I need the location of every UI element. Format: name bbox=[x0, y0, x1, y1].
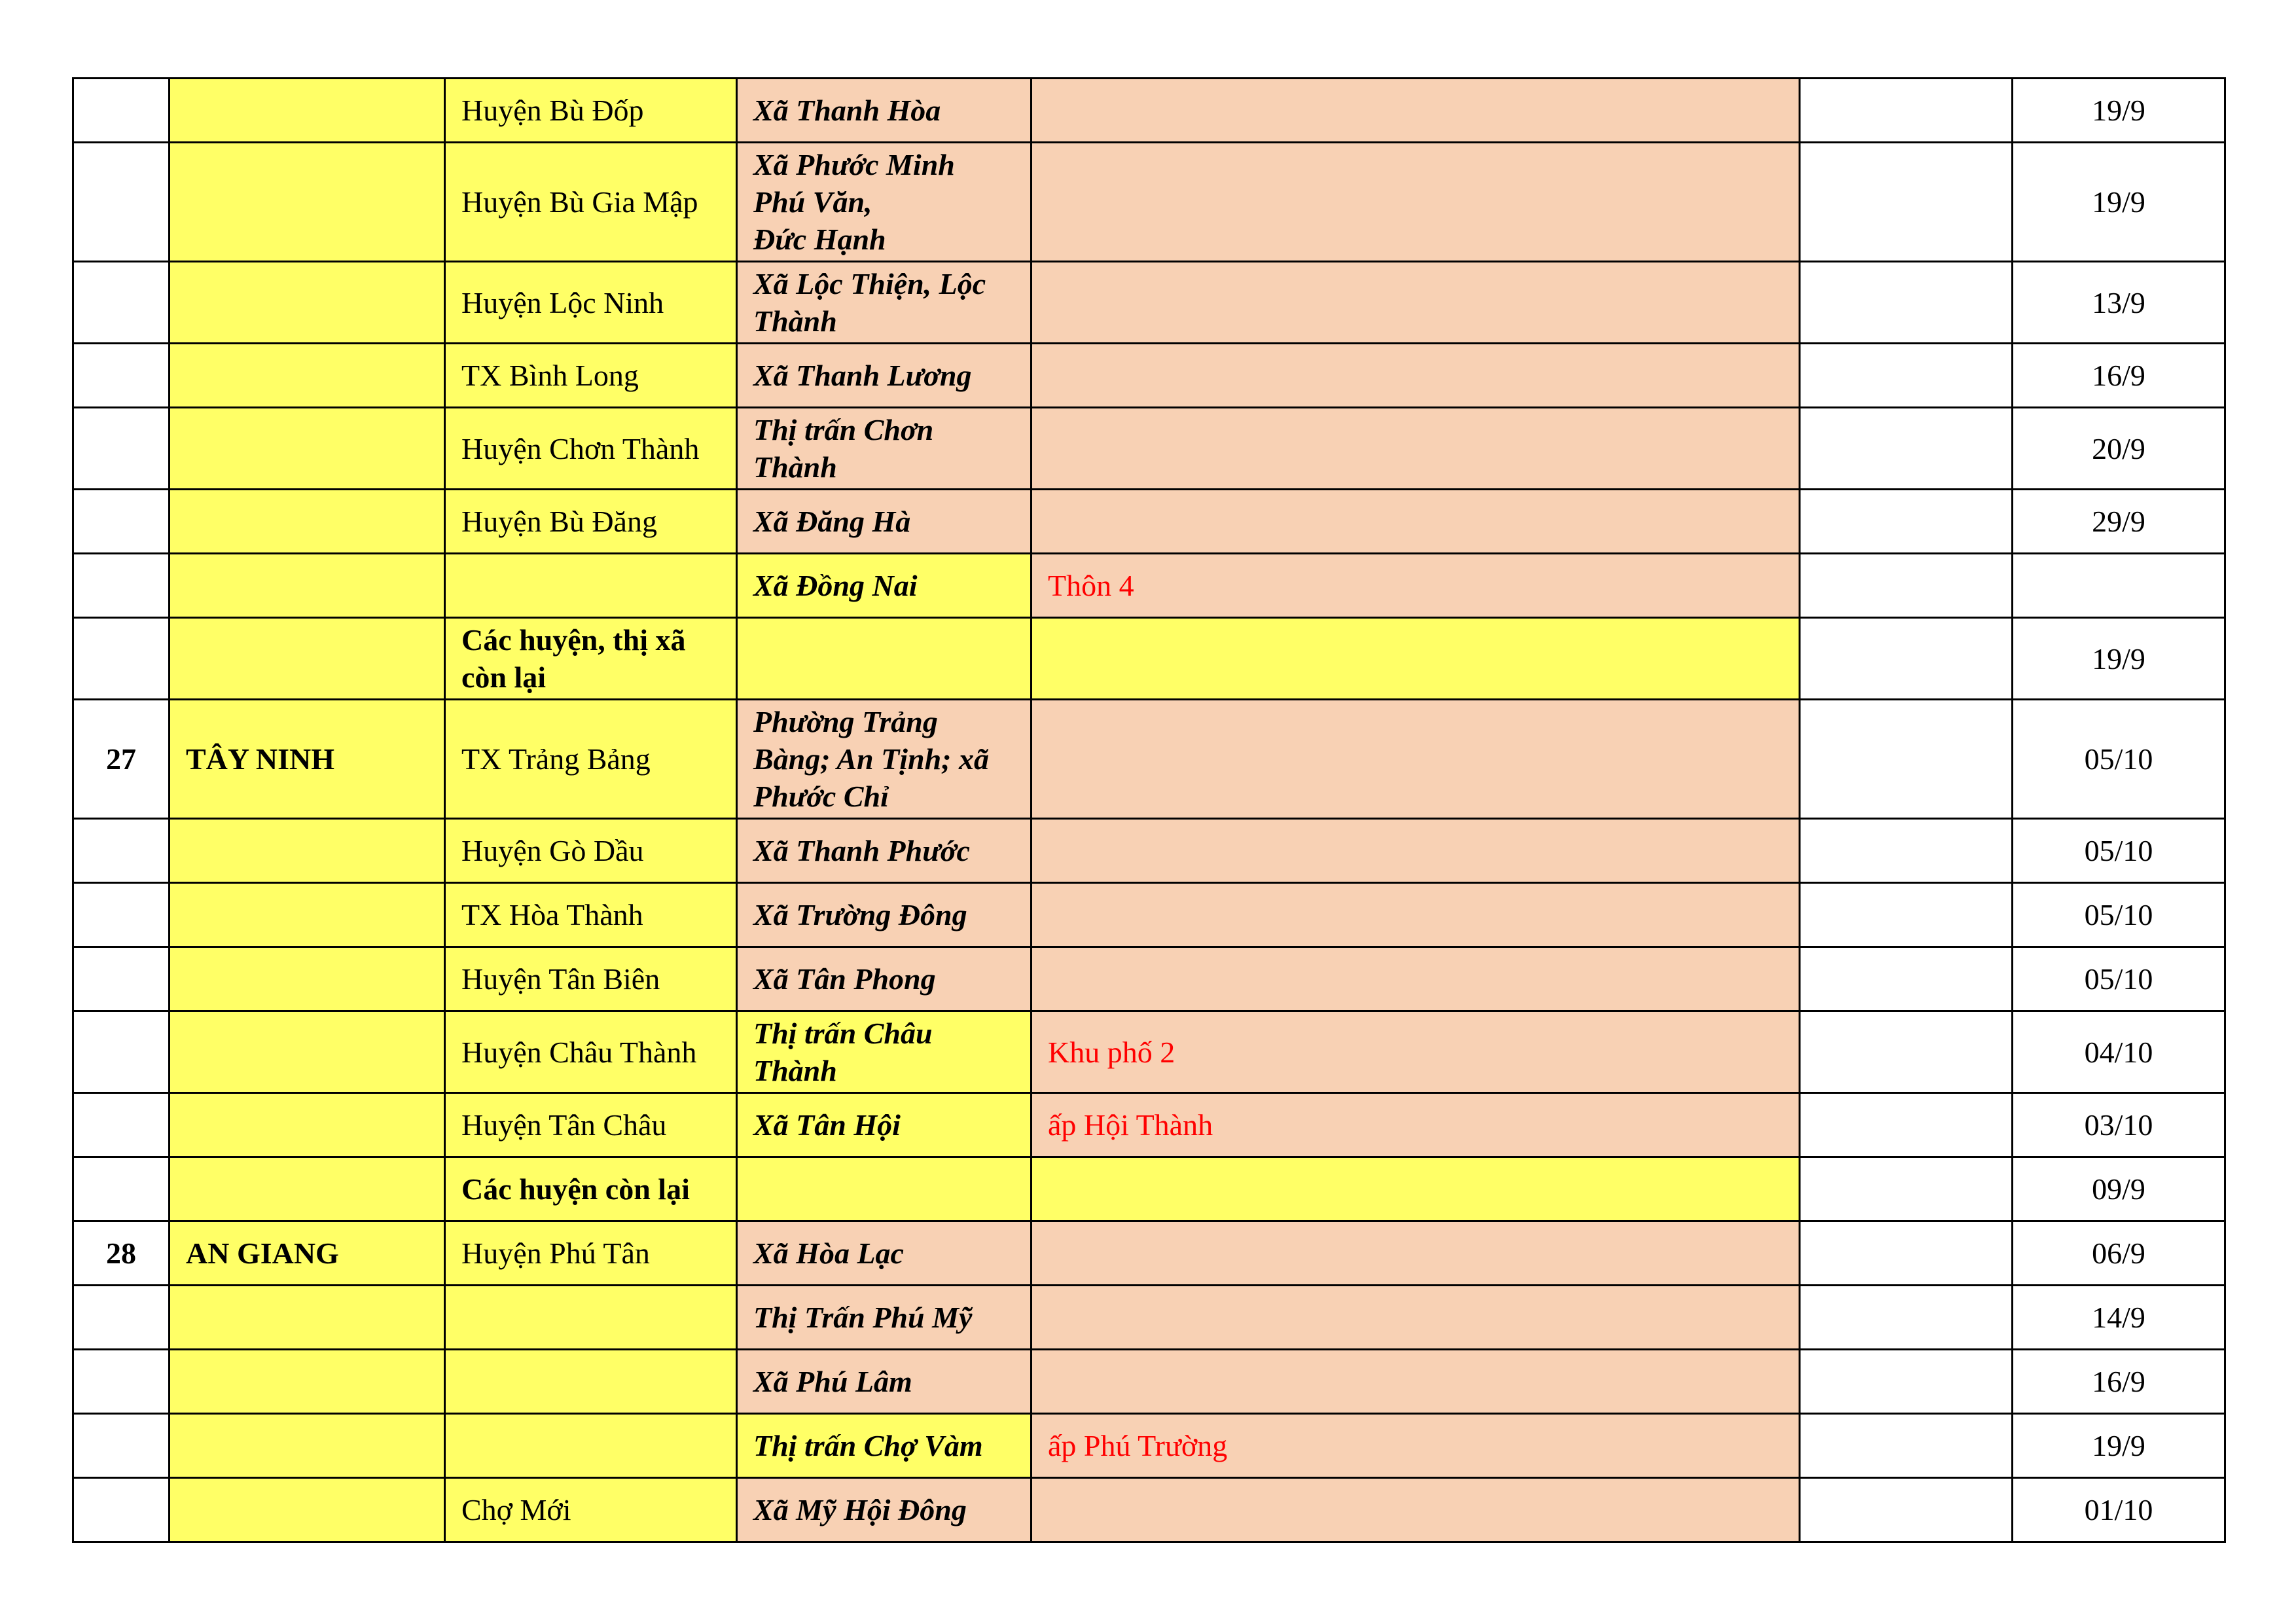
row-number-cell bbox=[73, 262, 170, 344]
district-cell: Chợ Mới bbox=[445, 1478, 737, 1542]
district-cell: TX Trảng Bảng bbox=[445, 700, 737, 819]
province-cell bbox=[170, 490, 445, 554]
area-cell bbox=[1031, 1286, 1800, 1350]
row-number-cell bbox=[73, 490, 170, 554]
province-cell bbox=[170, 1414, 445, 1478]
row-number-cell bbox=[73, 344, 170, 408]
row-number-cell bbox=[73, 1011, 170, 1093]
extra-cell bbox=[1800, 408, 2013, 490]
table-body bbox=[73, 79, 2225, 1542]
province-cell: TÂY NINH bbox=[170, 700, 445, 819]
extra-cell bbox=[1800, 1286, 2013, 1350]
province-cell bbox=[170, 618, 445, 700]
row-number-cell bbox=[73, 1414, 170, 1478]
commune-cell: Xã Thanh Phước bbox=[737, 819, 1031, 883]
date-cell: 19/9 bbox=[2013, 1414, 2225, 1478]
table-row bbox=[73, 490, 2225, 554]
area-cell bbox=[1031, 618, 1800, 700]
province-cell bbox=[170, 554, 445, 618]
table-row bbox=[73, 1011, 2225, 1093]
area-cell bbox=[1031, 883, 1800, 947]
commune-cell: Thị trấn Chơn Thành bbox=[737, 408, 1031, 490]
commune-cell: Thị trấn Chợ Vàm bbox=[737, 1414, 1031, 1478]
area-cell: ấp Phú Trường bbox=[1031, 1414, 1800, 1478]
area-cell bbox=[1031, 1157, 1800, 1221]
area-cell: Khu phố 2 bbox=[1031, 1011, 1800, 1093]
commune-cell: Thị trấn Châu Thành bbox=[737, 1011, 1031, 1093]
province-cell bbox=[170, 1011, 445, 1093]
area-cell bbox=[1031, 490, 1800, 554]
commune-cell: Thị Trấn Phú Mỹ bbox=[737, 1286, 1031, 1350]
date-cell: 06/9 bbox=[2013, 1221, 2225, 1286]
province-cell bbox=[170, 262, 445, 344]
province-cell bbox=[170, 883, 445, 947]
area-cell bbox=[1031, 344, 1800, 408]
area-cell bbox=[1031, 1221, 1800, 1286]
area-cell bbox=[1031, 1478, 1800, 1542]
date-cell: 05/10 bbox=[2013, 947, 2225, 1011]
row-number-cell bbox=[73, 1350, 170, 1414]
table-row bbox=[73, 1221, 2225, 1286]
district-cell: Các huyện, thị xã còn lại bbox=[445, 618, 737, 700]
area-cell bbox=[1031, 79, 1800, 143]
province-cell bbox=[170, 344, 445, 408]
date-cell: 19/9 bbox=[2013, 143, 2225, 262]
district-cell: Huyện Bù Gia Mập bbox=[445, 143, 737, 262]
row-number-cell bbox=[73, 1478, 170, 1542]
commune-cell: Xã Đăng Hà bbox=[737, 490, 1031, 554]
province-cell: AN GIANG bbox=[170, 1221, 445, 1286]
district-cell: TX Hòa Thành bbox=[445, 883, 737, 947]
extra-cell bbox=[1800, 700, 2013, 819]
district-cell bbox=[445, 554, 737, 618]
district-cell: Huyện Bù Đăng bbox=[445, 490, 737, 554]
row-number-cell bbox=[73, 1286, 170, 1350]
district-cell: Huyện Bù Đốp bbox=[445, 79, 737, 143]
date-cell: 19/9 bbox=[2013, 618, 2225, 700]
table-row bbox=[73, 700, 2225, 819]
commune-cell: Xã Thanh Lương bbox=[737, 344, 1031, 408]
commune-cell: Xã Lộc Thiện, Lộc Thành bbox=[737, 262, 1031, 344]
row-number-cell bbox=[73, 618, 170, 700]
date-cell bbox=[2013, 554, 2225, 618]
table-row bbox=[73, 344, 2225, 408]
area-cell bbox=[1031, 408, 1800, 490]
date-cell: 05/10 bbox=[2013, 819, 2225, 883]
extra-cell bbox=[1800, 947, 2013, 1011]
district-cell: Huyện Phú Tân bbox=[445, 1221, 737, 1286]
area-cell bbox=[1031, 262, 1800, 344]
date-cell: 04/10 bbox=[2013, 1011, 2225, 1093]
extra-cell bbox=[1800, 1157, 2013, 1221]
extra-cell bbox=[1800, 262, 2013, 344]
table-row bbox=[73, 554, 2225, 618]
table-row bbox=[73, 1157, 2225, 1221]
extra-cell bbox=[1800, 1350, 2013, 1414]
row-number-cell bbox=[73, 883, 170, 947]
extra-cell bbox=[1800, 1011, 2013, 1093]
province-cell bbox=[170, 1478, 445, 1542]
commune-cell: Xã Phú Lâm bbox=[737, 1350, 1031, 1414]
row-number-cell bbox=[73, 408, 170, 490]
district-cell: Huyện Tân Biên bbox=[445, 947, 737, 1011]
province-cell bbox=[170, 408, 445, 490]
extra-cell bbox=[1800, 554, 2013, 618]
district-cell: Huyện Châu Thành bbox=[445, 1011, 737, 1093]
province-cell bbox=[170, 143, 445, 262]
area-cell bbox=[1031, 143, 1800, 262]
extra-cell bbox=[1800, 1414, 2013, 1478]
province-cell bbox=[170, 1350, 445, 1414]
commune-cell: Phường Trảng Bàng; An Tịnh; xã Phước Chỉ bbox=[737, 700, 1031, 819]
district-cell: Huyện Tân Châu bbox=[445, 1093, 737, 1157]
row-number-cell bbox=[73, 143, 170, 262]
table-row bbox=[73, 408, 2225, 490]
district-cell: Huyện Lộc Ninh bbox=[445, 262, 737, 344]
extra-cell bbox=[1800, 618, 2013, 700]
row-number-cell bbox=[73, 1093, 170, 1157]
area-cell bbox=[1031, 1350, 1800, 1414]
schedule-table bbox=[72, 77, 2226, 1543]
province-cell bbox=[170, 1093, 445, 1157]
area-cell bbox=[1031, 700, 1800, 819]
commune-cell: Xã Mỹ Hội Đông bbox=[737, 1478, 1031, 1542]
table-row bbox=[73, 1286, 2225, 1350]
row-number-cell bbox=[73, 819, 170, 883]
row-number-cell bbox=[73, 1157, 170, 1221]
area-cell bbox=[1031, 947, 1800, 1011]
table-row bbox=[73, 1350, 2225, 1414]
province-cell bbox=[170, 947, 445, 1011]
area-cell: Thôn 4 bbox=[1031, 554, 1800, 618]
date-cell: 03/10 bbox=[2013, 1093, 2225, 1157]
extra-cell bbox=[1800, 79, 2013, 143]
province-cell bbox=[170, 819, 445, 883]
commune-cell: Xã Đồng Nai bbox=[737, 554, 1031, 618]
province-cell bbox=[170, 79, 445, 143]
commune-cell bbox=[737, 618, 1031, 700]
table-row bbox=[73, 819, 2225, 883]
date-cell: 20/9 bbox=[2013, 408, 2225, 490]
commune-cell: Xã Tân Phong bbox=[737, 947, 1031, 1011]
table-row bbox=[73, 1414, 2225, 1478]
date-cell: 19/9 bbox=[2013, 79, 2225, 143]
district-cell: Huyện Chơn Thành bbox=[445, 408, 737, 490]
table-row bbox=[73, 883, 2225, 947]
table-row bbox=[73, 947, 2225, 1011]
row-number-cell bbox=[73, 947, 170, 1011]
district-cell bbox=[445, 1350, 737, 1414]
table-row bbox=[73, 143, 2225, 262]
commune-cell: Xã Trường Đông bbox=[737, 883, 1031, 947]
row-number-cell bbox=[73, 554, 170, 618]
extra-cell bbox=[1800, 490, 2013, 554]
extra-cell bbox=[1800, 344, 2013, 408]
table-row bbox=[73, 1093, 2225, 1157]
province-cell bbox=[170, 1286, 445, 1350]
extra-cell bbox=[1800, 1093, 2013, 1157]
date-cell: 05/10 bbox=[2013, 883, 2225, 947]
province-cell bbox=[170, 1157, 445, 1221]
extra-cell bbox=[1800, 1221, 2013, 1286]
extra-cell bbox=[1800, 1478, 2013, 1542]
table-row bbox=[73, 618, 2225, 700]
row-number-cell: 27 bbox=[73, 700, 170, 819]
district-cell bbox=[445, 1286, 737, 1350]
extra-cell bbox=[1800, 883, 2013, 947]
date-cell: 16/9 bbox=[2013, 1350, 2225, 1414]
extra-cell bbox=[1800, 143, 2013, 262]
table-row bbox=[73, 1478, 2225, 1542]
table-row bbox=[73, 79, 2225, 143]
commune-cell: Xã Thanh Hòa bbox=[737, 79, 1031, 143]
row-number-cell bbox=[73, 79, 170, 143]
district-cell: Các huyện còn lại bbox=[445, 1157, 737, 1221]
commune-cell bbox=[737, 1157, 1031, 1221]
date-cell: 05/10 bbox=[2013, 700, 2225, 819]
commune-cell: Xã Phước Minh Phú Văn, Đức Hạnh bbox=[737, 143, 1031, 262]
extra-cell bbox=[1800, 819, 2013, 883]
date-cell: 13/9 bbox=[2013, 262, 2225, 344]
date-cell: 29/9 bbox=[2013, 490, 2225, 554]
row-number-cell: 28 bbox=[73, 1221, 170, 1286]
table-row bbox=[73, 262, 2225, 344]
commune-cell: Xã Tân Hội bbox=[737, 1093, 1031, 1157]
district-cell bbox=[445, 1414, 737, 1478]
area-cell bbox=[1031, 819, 1800, 883]
area-cell: ấp Hội Thành bbox=[1031, 1093, 1800, 1157]
district-cell: TX Bình Long bbox=[445, 344, 737, 408]
date-cell: 01/10 bbox=[2013, 1478, 2225, 1542]
district-cell: Huyện Gò Dầu bbox=[445, 819, 737, 883]
date-cell: 09/9 bbox=[2013, 1157, 2225, 1221]
date-cell: 14/9 bbox=[2013, 1286, 2225, 1350]
date-cell: 16/9 bbox=[2013, 344, 2225, 408]
commune-cell: Xã Hòa Lạc bbox=[737, 1221, 1031, 1286]
